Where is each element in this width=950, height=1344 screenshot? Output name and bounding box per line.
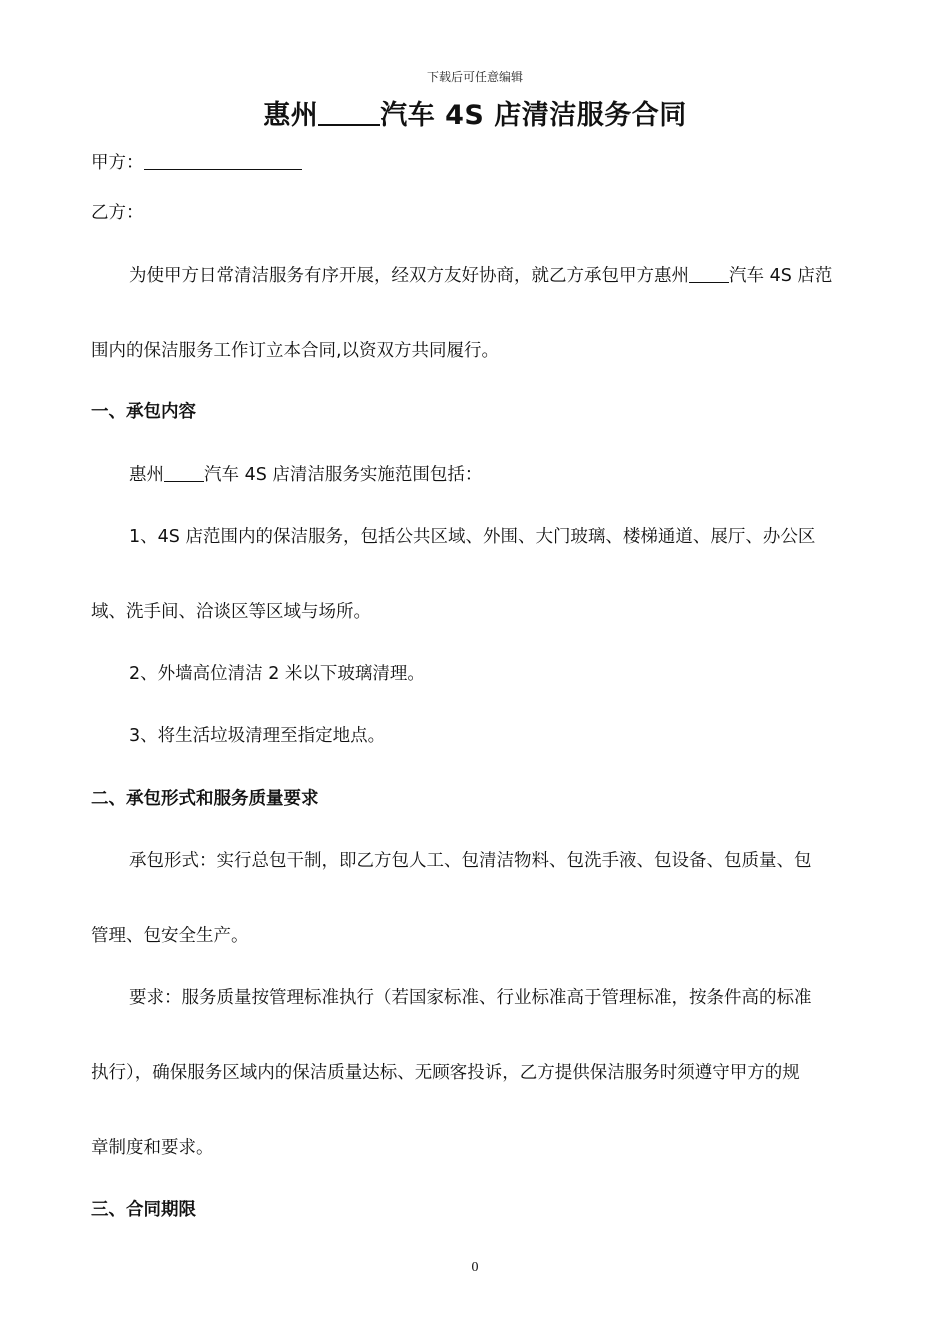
party-a-line <box>91 151 302 175</box>
intro-line-1 <box>129 264 832 288</box>
requirement-line-2: 执行），确保服务区域内的保洁质量达标、无顾客投诉，乙方提供保洁服务时须遵守甲方的规 <box>91 1063 800 1083</box>
intro-line-1-a: 为使甲方日常清洁服务有序开展，经双方友好协商，就乙方承包甲方惠州 <box>129 266 689 286</box>
item-1-line-2: 域、洗手间、洽谈区等区域与场所。 <box>91 602 371 622</box>
document-title <box>0 93 950 132</box>
form-line-1: 承包形式：实行总包干制，即乙方包人工、包清洁物料、包洗手液、包设备、包质量、包 <box>129 851 812 871</box>
requirement-line-3: 章制度和要求。 <box>91 1138 214 1158</box>
title-part-1: 惠州 <box>263 100 319 131</box>
section-3-heading: 三、合同期限 <box>91 1200 196 1220</box>
title-blank <box>318 100 380 126</box>
party-b-label: 乙方： <box>91 203 144 223</box>
section-1-heading: 一、承包内容 <box>91 402 196 422</box>
scope-line-a: 惠州 <box>129 465 164 485</box>
page-number: 0 <box>471 1260 479 1275</box>
item-3: 3、将生活垃圾清理至指定地点。 <box>129 726 386 746</box>
header-note: 下载后可任意编辑 <box>426 70 523 84</box>
section-2-heading: 二、承包形式和服务质量要求 <box>91 789 319 809</box>
intro-line-2: 围内的保洁服务工作订立本合同,以资双方共同履行。 <box>91 341 500 361</box>
title-part-2: 汽车 4S 店清洁服务合同 <box>380 100 687 131</box>
item-2: 2、外墙高位清洁 2 米以下玻璃清理。 <box>129 664 425 684</box>
intro-line-1-b: 汽车 4S 店范 <box>729 266 833 286</box>
party-a-fill-line <box>144 151 302 170</box>
intro-blank <box>689 264 729 283</box>
scope-blank <box>164 463 204 482</box>
form-line-2: 管理、包安全生产。 <box>91 926 249 946</box>
requirement-line-1: 要求：服务质量按管理标准执行（若国家标准、行业标准高于管理标准，按条件高的标准 <box>129 988 812 1008</box>
party-a-label: 甲方： <box>91 153 144 173</box>
scope-line <box>129 463 482 487</box>
item-1-line-1: 1、4S 店范围内的保洁服务，包括公共区域、外围、大门玻璃、楼梯通道、展厅、办公区 <box>129 527 816 547</box>
scope-line-b: 汽车 4S 店清洁服务实施范围包括： <box>204 465 483 485</box>
